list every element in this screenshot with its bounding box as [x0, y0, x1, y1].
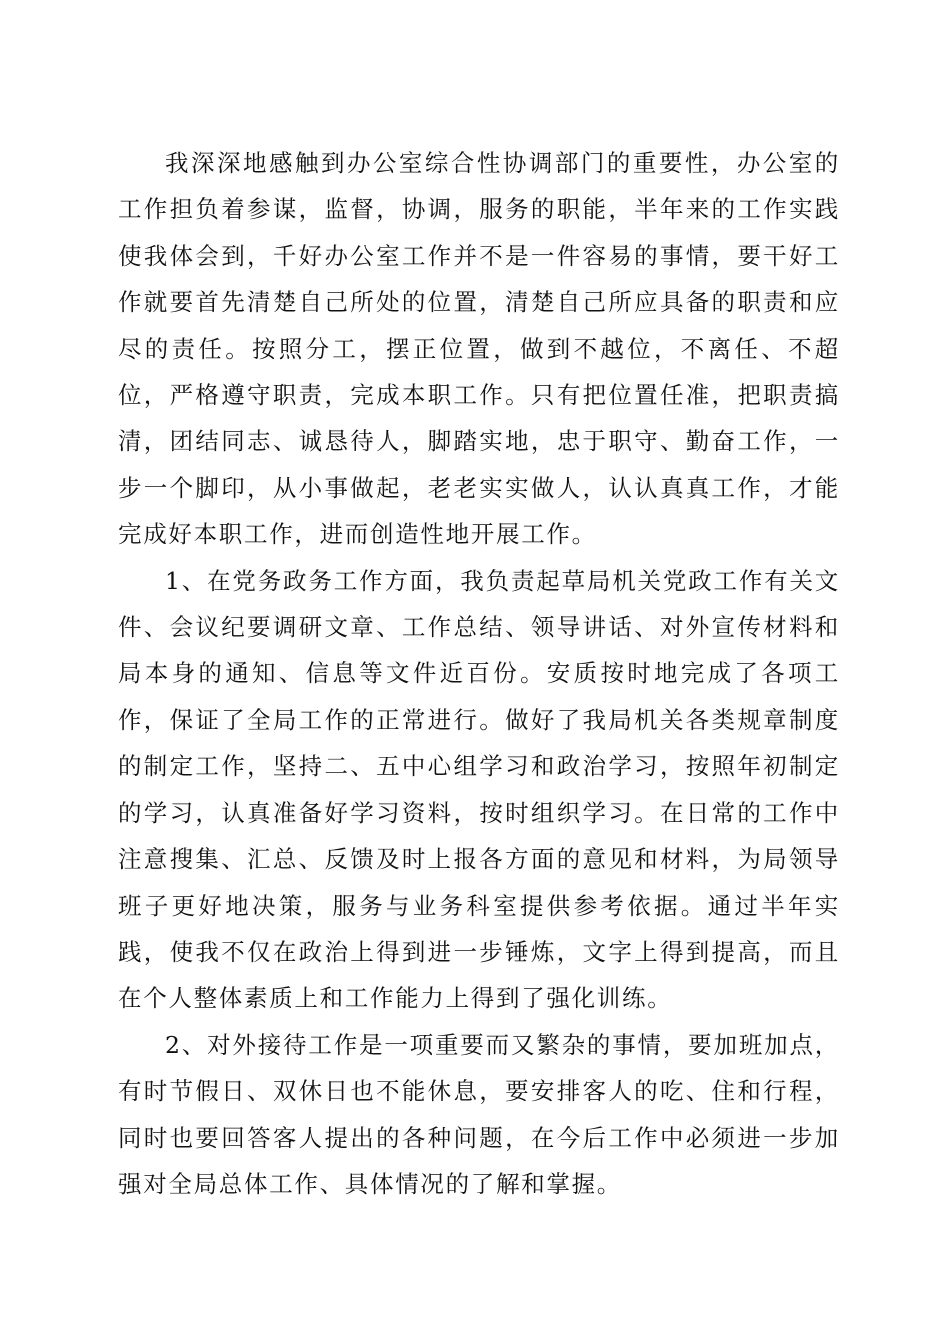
- paragraph-intro: 我深深地感触到办公室综合性协调部门的重要性，办公室的工作担负着参谋，监督，协调，服务的职能，半年来的工作实践使我体会到，千好办公室工作并不是一件容易的事情，要干好工作就要首先清楚自己所处的位置，清楚自己所应具备的职责和应尽的责任。按照分工，摆正位置，做到不越位，不离任、不超位，严格遵守职责，完成本职工作。只有把位置任准，把职责搞清，团结同志、诚恳待人，脚踏实地，忠于职守、勤奋工作，一步一个脚印，从小事做起，老老实实做人，认认真真工作，才能完成好本职工作，进而创造性地开展工作。: [118, 149, 840, 549]
- paragraph-party-affairs: 1、在党务政务工作方面，我负责起草局机关党政工作有关文件、会议纪要调研文章、工作总结、领导讲话、对外宣传材料和局本身的通知、信息等文件近百份。安质按时地完成了各项工作，保证了全局工作的正常进行。做好了我局机关各类规章制度的制定工作，坚持二、五中心组学习和政治学习，按照年初制定的学习，认真准备好学习资料，按时组织学习。在日常的工作中注意搜集、汇总、反馈及时上报各方面的意见和材料，为局领导班子更好地决策，服务与业务科室提供参考依据。通过半年实践，使我不仅在政治上得到进一步锤炼，文字上得到提高，而且在个人整体素质上和工作能力上得到了强化训练。: [118, 566, 840, 1013]
- paragraph-reception-work: 2、对外接待工作是一项重要而又繁杂的事情，要加班加点，有时节假日、双休日也不能休息，要安排客人的吃、住和行程，同时也要回答客人提出的各种问题，在今后工作中必须进一步加强对全局总体工作、具体情况的了解和掌握。: [118, 1030, 840, 1198]
- document-body: [118, 140, 840, 1207]
